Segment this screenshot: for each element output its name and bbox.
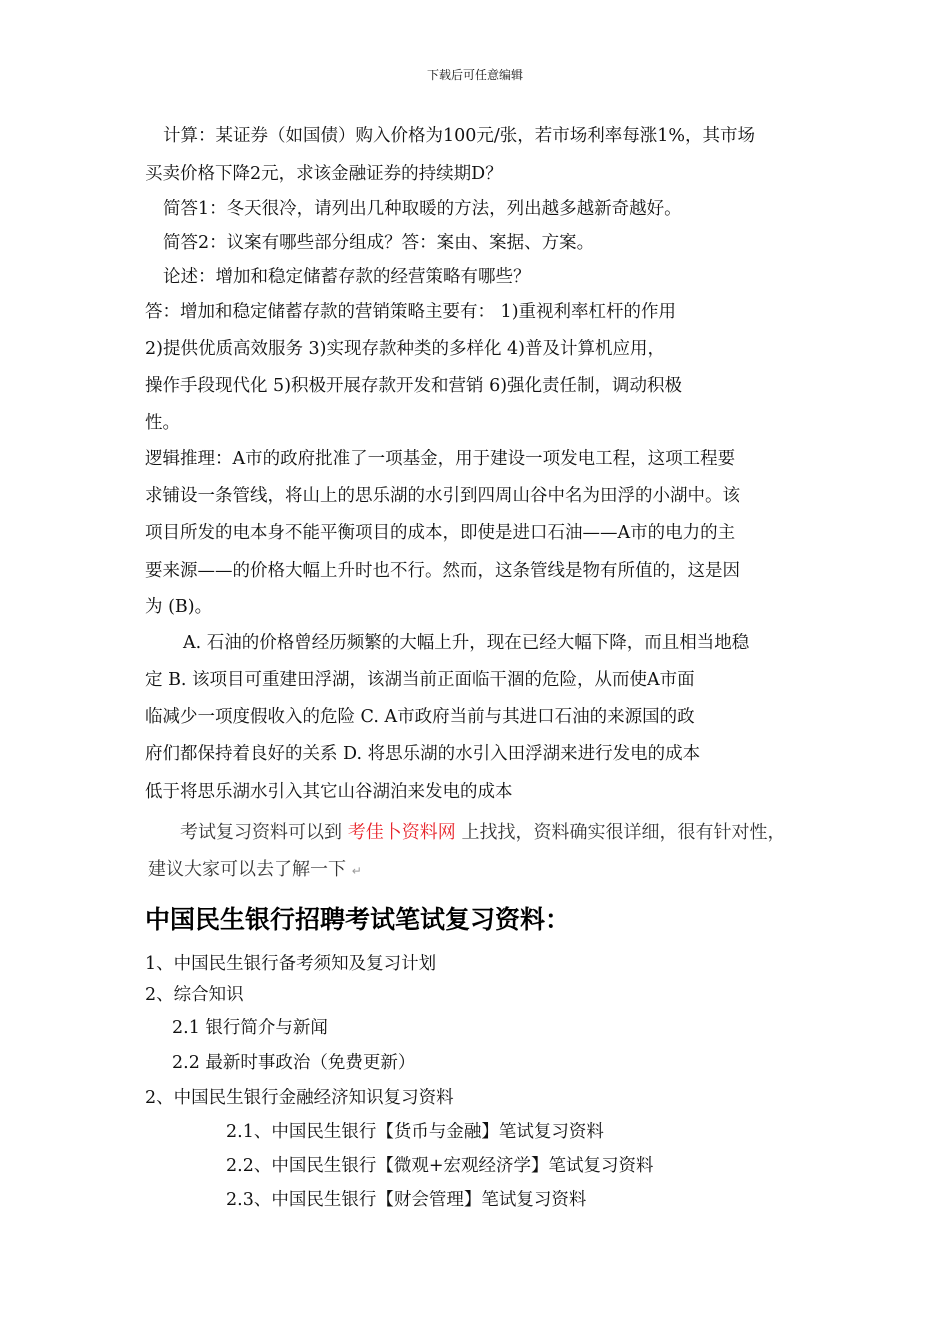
promo-note-text-2: 建议大家可以去了解一下	[148, 859, 346, 880]
short-answer-1: 简答1：冬天很冷，请列出几种取暖的方法，列出越多越新奇越好。	[163, 199, 682, 219]
essay-answer-line-3: 操作手段现代化 5)积极开展存款开发和营销 6)强化责任制，调动积极	[145, 376, 683, 396]
logic-option-line-5: 低于将思乐湖水引入其它山谷湖泊来发电的成本	[145, 782, 513, 802]
logic-option-line-2: 定 B. 该项目可重建田浮湖，该湖当前正面临干涸的危险，从而使A市面	[145, 670, 695, 690]
promo-site-link[interactable]: 考佳卜资料网	[347, 822, 456, 843]
list-item: 2、综合知识	[145, 985, 244, 1005]
logic-question-line-4: 要来源——的价格大幅上升时也不行。然而，这条管线是物有所值的，这是因	[145, 561, 740, 581]
essay-answer-line-1: 答：增加和稳定储蓄存款的营销策略主要有： 1)重视利率杠杆的作用	[145, 302, 677, 322]
logic-question-line-5: 为 (B)。	[145, 597, 213, 617]
short-answer-2: 简答2：议案有哪些部分组成？答：案由、案据、方案。	[163, 233, 595, 253]
page-header: 下载后可任意编辑	[426, 68, 523, 82]
logic-question-line-2: 求铺设一条管线，将山上的思乐湖的水引到四周山谷中名为田浮的小湖中。该	[145, 486, 740, 506]
essay-answer-line-2: 2)提供优质高效服务 3)实现存款种类的多样化 4)普及计算机应用，	[145, 339, 666, 359]
list-item: 2.2 最新时事政治（免费更新）	[172, 1053, 416, 1073]
list-item: 2.3、中国民生银行【财会管理】笔试复习资料	[226, 1190, 587, 1210]
promo-note-text-after: 上找找，资料确实很详细，很有针对性，	[461, 822, 786, 843]
list-item: 2.1、中国民生银行【货币与金融】笔试复习资料	[226, 1122, 604, 1142]
calculation-question-line-1: 计算：某证券（如国债）购入价格为100元/张，若市场利率每涨1%，其市场	[163, 126, 756, 146]
list-item: 2.2、中国民生银行【微观+宏观经济学】笔试复习资料	[226, 1156, 654, 1176]
essay-answer-line-4: 性。	[145, 413, 180, 433]
essay-question: 论述：增加和稳定储蓄存款的经营策略有哪些？	[163, 267, 531, 287]
logic-option-line-3: 临减少一项度假收入的危险 C. A市政府当前与其进口石油的来源国的政	[145, 707, 695, 727]
promo-note-text: 考试复习资料可以到	[180, 822, 342, 843]
promo-note-line-2	[148, 855, 362, 881]
list-item: 2.1 银行简介与新闻	[172, 1018, 328, 1038]
logic-question-line-1: 逻辑推理：A市的政府批准了一项基金，用于建设一项发电工程，这项工程要	[145, 449, 736, 469]
section-title: 中国民生银行招聘考试笔试复习资料：	[145, 905, 571, 934]
paragraph-mark-icon: ↵	[351, 864, 362, 878]
calculation-question-line-2: 买卖价格下降2元，求该金融证券的持续期D？	[145, 164, 503, 184]
logic-option-line-4: 府们都保持着良好的关系 D. 将思乐湖的水引入田浮湖来进行发电的成本	[145, 744, 701, 764]
list-item: 2、中国民生银行金融经济知识复习资料	[145, 1088, 454, 1108]
logic-option-line-1: A. 石油的价格曾经历频繁的大幅上升，现在已经大幅下降，而且相当地稳	[183, 633, 750, 653]
promo-note-line-1	[180, 818, 785, 844]
list-item: 1、中国民生银行备考须知及复习计划	[145, 954, 437, 974]
logic-question-line-3: 项目所发的电本身不能平衡项目的成本，即使是进口石油——A市的电力的主	[145, 523, 736, 543]
